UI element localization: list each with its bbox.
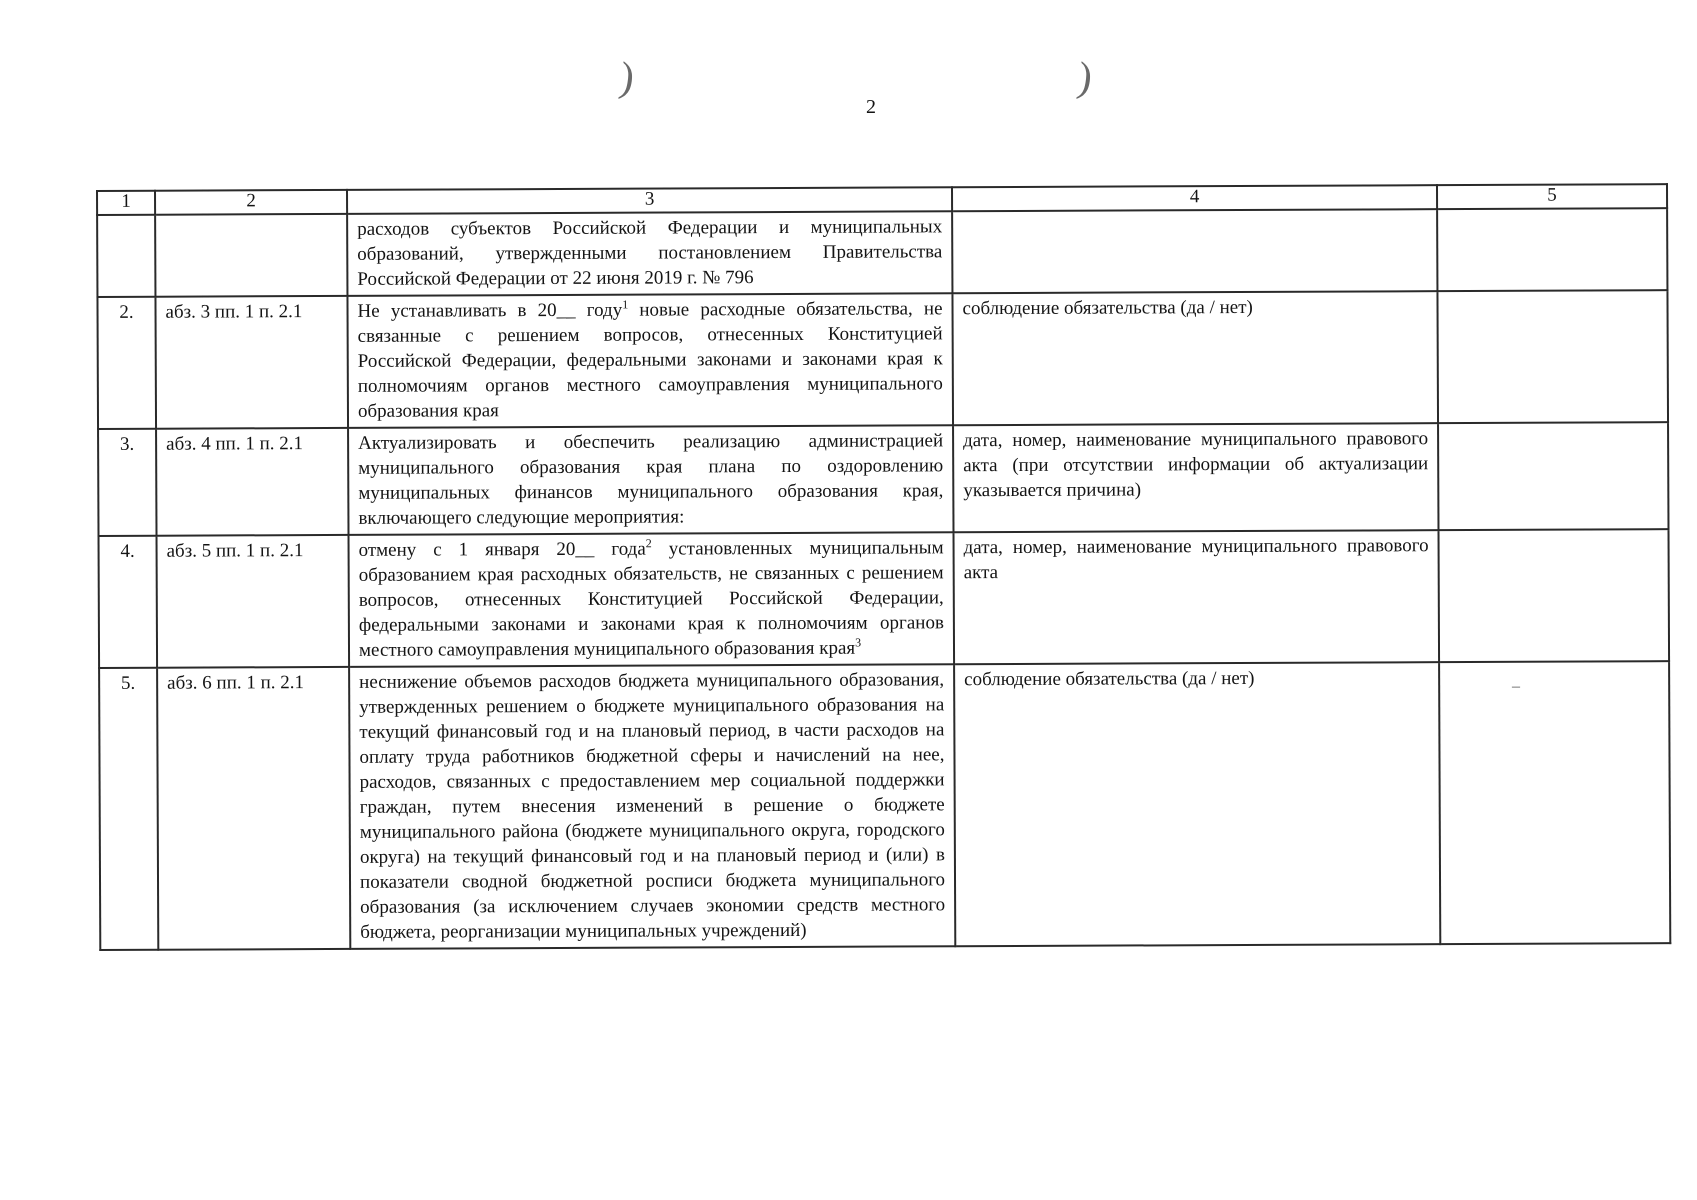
footnote-marker: 1 [622,297,629,312]
right-bracket-mark: ) [1074,54,1096,102]
row-note-cell [1437,208,1667,291]
row-text-cell [349,532,955,667]
row-indicator-cell [952,209,1437,293]
table-row [99,661,1670,950]
row-note-cell [1437,290,1668,423]
row-note-cell [1438,529,1669,662]
row-reference-cell [155,214,347,297]
requirements-table [96,183,1671,951]
table-row [98,422,1668,536]
row-number-cell: 4. [99,536,158,668]
column-header-2: 2 [155,190,347,215]
row-text-end: новые расходные обязательства, не связанные с решением вопросов, отнесенных Конституцией Российской Федерации, федеральными законами и законами края к полномочиям органов местного самоуправления муниципального образования края [357,298,943,422]
footnote-marker: 2 [645,536,652,551]
row-number-cell [97,215,155,297]
row-number-cell: 2. [97,297,156,429]
column-header-3: 3 [347,187,952,214]
column-header-4: 4 [952,185,1437,211]
column-header-5: 5 [1437,184,1667,209]
row-indicator-cell: дата, номер, наименование муниципального правового акта [954,530,1440,664]
page-number: 2 [866,96,876,118]
row-reference-cell: абз. 5 пп. 1 п. 2.1 [157,535,350,668]
left-bracket-mark: ) [616,54,638,102]
row-indicator-cell: дата, номер, наименование муниципального правового акта (при отсутствии информации об актуализации указывается причина) [953,423,1438,532]
row-text-cell: Актуализировать и обеспечить реализацию администрацией муниципального образования края плана по оздоровлению муниципальных финансов муниципального образования края, включающего следующие мероприятия: [348,425,953,535]
row-indicator-cell: соблюдение обязательства (да / нет) [954,662,1440,946]
table-row [99,529,1670,668]
row-number-cell: 5. [99,668,158,950]
row-reference-cell: абз. 4 пп. 1 п. 2.1 [156,428,348,536]
scan-speck: ‒ [1512,678,1520,695]
row-reference-cell: абз. 6 пп. 1 п. 2.1 [157,667,350,950]
row-text-start: отмену с 1 января 20__ года [358,538,646,561]
row-text-cell: неснижение объемов расходов бюджета муниципального образования, утвержденных решением о бюджете муниципального образования на текущий финансовый год и на плановый период, в части расходов на оплату труда работников бюджетной сферы и начислений на нее, расходов, связанных с предоставлением мер социальной поддержки граждан, путем внесения изменений в решение о бюджете муниципального района (бюджете муниципального округа, городского округа) на текущий финансовый год и на плановый период и (или) в показатели сводной бюджетной росписи бюджета муниципального образования (за исключением случаев экономии средств местного бюджета, реорганизации муниципальных учреждений) [349,664,955,949]
row-reference-cell: абз. 3 пп. 1 п. 2.1 [155,296,348,429]
row-text-cell: расходов субъектов Российской Федерации и муниципальных образований, утвержденными постановлением Правительства Российской Федерации от 22 июня 2019 г. № 796 [347,211,952,296]
row-text-middle: установленных муниципальным образованием края расходных обязательств, не связанных с решением вопросов, отнесенных Конституцией Российской Федерации, федеральными законами и законами края к полномочиям органов местного самоуправления муниципального образования края [358,537,944,661]
row-indicator-cell: соблюдение обязательства (да / нет) [952,291,1438,425]
row-note-cell [1439,661,1670,944]
row-text-cell [347,293,953,428]
row-number-cell: 3. [98,429,156,536]
row-text-start: Не устанавливать в 20__ году [357,299,623,322]
table-row-continuation [97,208,1667,297]
row-note-cell [1438,422,1668,530]
footnote-marker: 3 [855,635,862,650]
table-row [97,290,1668,429]
column-header-1: 1 [97,191,155,215]
